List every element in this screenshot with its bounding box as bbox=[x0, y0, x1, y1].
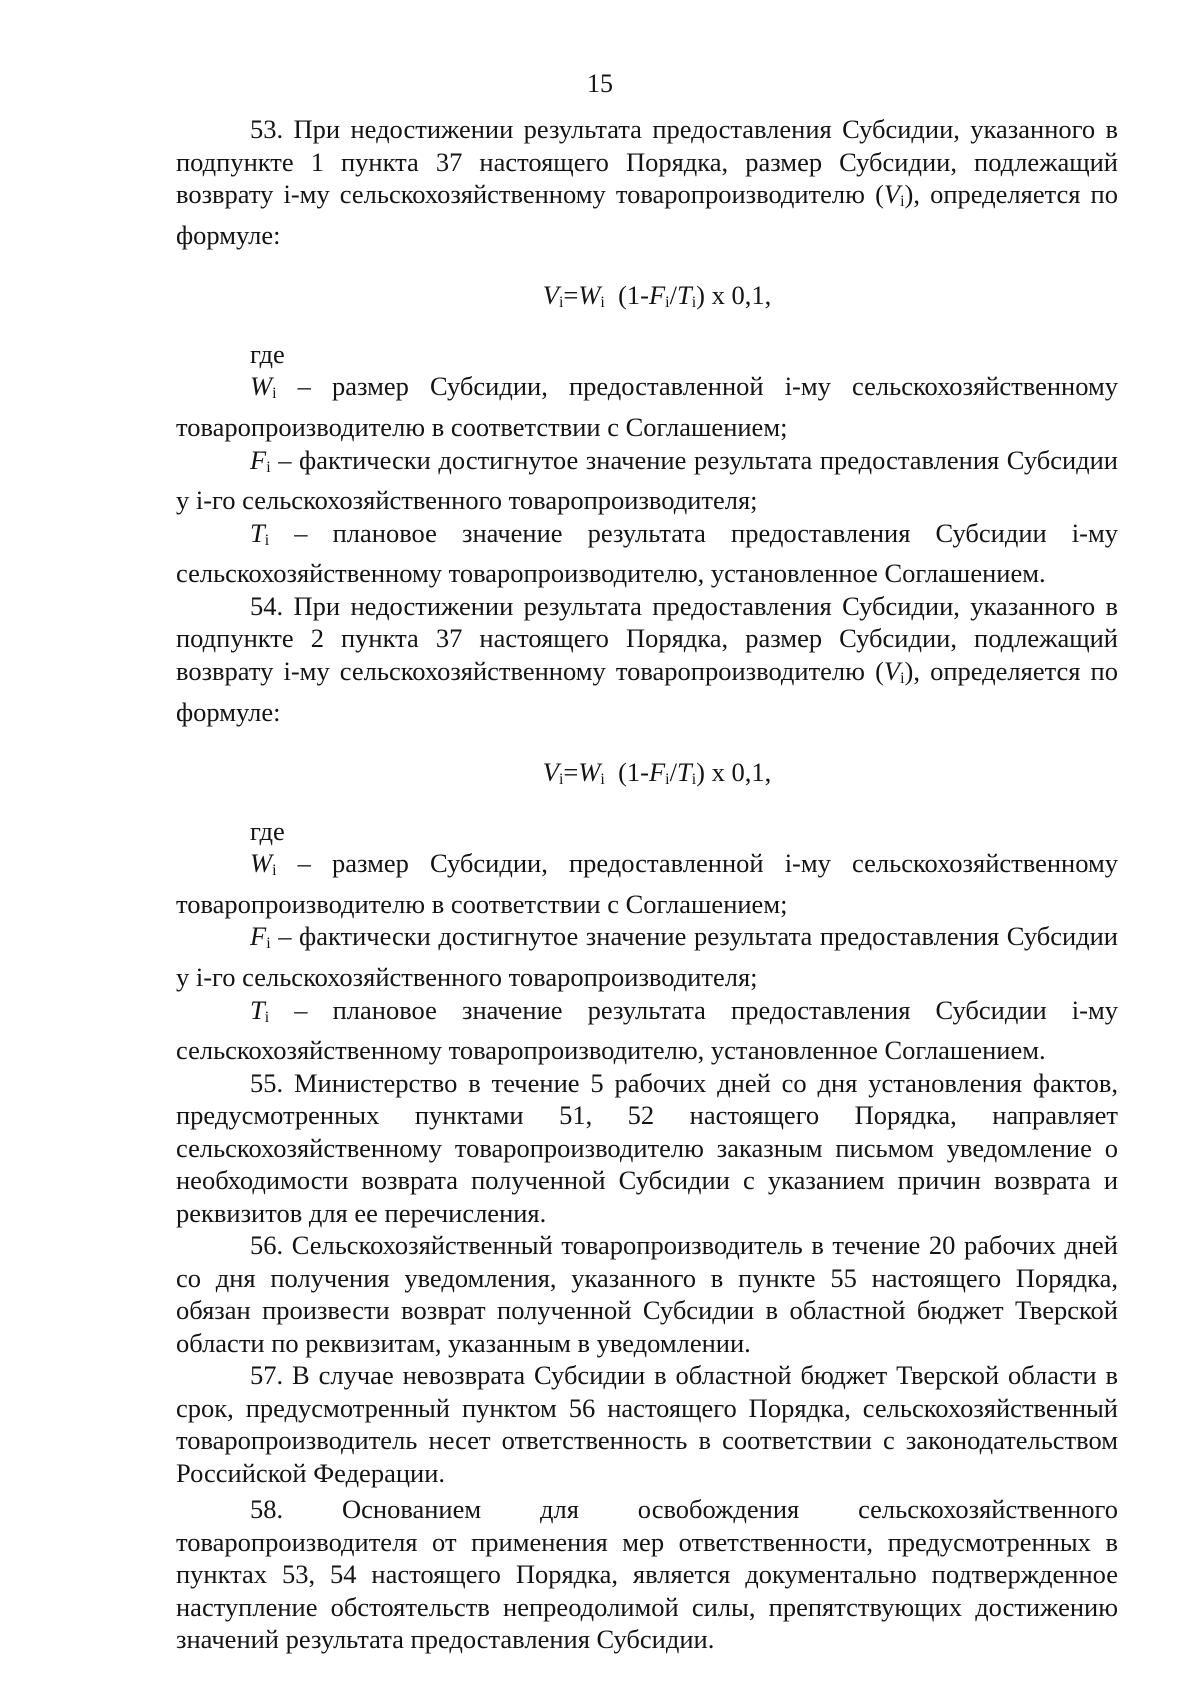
def-sub: i bbox=[272, 862, 277, 880]
formula-2 bbox=[176, 756, 1118, 797]
def-symbol-t: T bbox=[250, 994, 265, 1025]
formula-sub: i bbox=[600, 294, 605, 312]
subscript-i: i bbox=[900, 670, 905, 688]
formula-sub: i bbox=[558, 771, 564, 789]
formula-sub: i bbox=[600, 771, 605, 789]
formula-t: T bbox=[676, 757, 692, 788]
def-sub: i bbox=[266, 935, 271, 953]
paragraph-58: 58. Основанием для освобождения сельскохозяйственного товаропроизводителя от применения мер ответственности, предусмотренных в пунктах 53, 54 настоящего Порядка, является документально подтвержденное наступление обстоятельств непреодолимой силы, препятствующих достижению значений результата предоставления Субсидии. bbox=[176, 1494, 1118, 1655]
formula-v: V bbox=[542, 280, 559, 311]
formula-sub: i bbox=[665, 294, 670, 312]
def-symbol-w: W bbox=[250, 371, 273, 402]
definition-w bbox=[176, 370, 1118, 443]
formula-tail: ) x 0,1, bbox=[696, 757, 772, 788]
def-sub: i bbox=[272, 385, 277, 403]
formula-v: V bbox=[542, 757, 559, 788]
def-symbol-f: F bbox=[250, 921, 267, 952]
where-label: где bbox=[250, 815, 285, 846]
paragraph-54-text: 54. При недостижении результата предоставления Субсидии, указанного в подпункте 2 пункта 37 настоящего Порядка, размер Субсидии, подлежащий возврату i-му сельскохозяйственному товаропроизводителю ( bbox=[176, 590, 1118, 686]
paragraph-55: 55. Министерство в течение 5 рабочих дней со дня установления фактов, предусмотренных пунктами 51, 52 настоящего Порядка, направляет сельскохозяйственному товаропроизводителю заказным письмом уведомление о необходимости возврата полученной Субсидии с указанием причин возврата и реквизитов для ее перечисления. bbox=[176, 1067, 1118, 1228]
def-text-w: – размер Субсидии, предоставленной i-му сельскохозяйственному товаропроизводителю в соответствии с Соглашением; bbox=[176, 848, 1118, 919]
formula-eq: = bbox=[563, 280, 579, 311]
definition-f bbox=[176, 444, 1118, 517]
def-text-t: – плановое значение результата предоставления Субсидии i-му сельскохозяйственному товаропроизводителю, установленное Соглашением. bbox=[176, 517, 1118, 589]
formula-w: W bbox=[578, 280, 601, 311]
formula-f: F bbox=[648, 280, 666, 311]
paragraph-54 bbox=[176, 590, 1118, 728]
paragraph-57: 57. В случае невозврата Субсидии в областной бюджет Тверской области в срок, предусмотренный пунктом 56 настоящего Порядка, сельскохозяйственный товаропроизводитель несет ответственность в соответствии с законодательством Российской Федерации. bbox=[176, 1360, 1118, 1488]
formula-sub: i bbox=[691, 294, 697, 312]
def-text-w: – размер Субсидии, предоставленной i-му сельскохозяйственному товаропроизводителю в соответствии с Соглашением; bbox=[176, 371, 1118, 443]
definition-t bbox=[176, 994, 1118, 1067]
where-label: где bbox=[250, 338, 285, 369]
formula-t: T bbox=[676, 280, 692, 311]
page-number: 15 bbox=[587, 69, 613, 98]
subscript-i: i bbox=[900, 193, 905, 211]
def-sub: i bbox=[266, 458, 271, 476]
paragraph-56: 56. Сельскохозяйственный товаропроизводитель в течение 20 рабочих дней со дня получения уведомления, указанного в пункте 55 настоящего Порядка, обязан произвести возврат полученной Субсидии в областной бюджет Тверской области по реквизитам, указанным в уведомлении. bbox=[176, 1230, 1118, 1358]
document-body bbox=[176, 113, 1118, 1656]
formula-slash: / bbox=[669, 280, 677, 311]
paragraph-53 bbox=[176, 113, 1118, 251]
definition-w bbox=[176, 847, 1118, 920]
formula-open: (1- bbox=[604, 280, 649, 311]
formula-eq: = bbox=[563, 757, 579, 788]
formula-w: W bbox=[578, 757, 601, 788]
formula-sub: i bbox=[691, 771, 697, 789]
paragraph-54-tail: ), определяется по формуле: bbox=[176, 655, 1118, 727]
def-sub: i bbox=[264, 531, 270, 549]
formula-f: F bbox=[648, 757, 666, 788]
symbol-v: V bbox=[883, 179, 901, 209]
definition-t bbox=[176, 517, 1118, 590]
formula-sub: i bbox=[558, 294, 564, 312]
def-sub: i bbox=[264, 1008, 270, 1026]
paragraph-53-text: 53. При недостижении результата предоставления Субсидии, указанного в подпункте 1 пункта 37 настоящего Порядка, размер Субсидии, подлежащий возврату i-му сельскохозяйственному товаропроизводителю ( bbox=[176, 114, 1118, 209]
def-text-f: – фактически достигнутое значение результата предоставления Субсидии у i-го сельскохозяйственного товаропроизводителя; bbox=[176, 444, 1118, 516]
definition-f bbox=[176, 920, 1118, 993]
formula-open: (1- bbox=[604, 757, 649, 788]
formula-1 bbox=[176, 279, 1118, 320]
formula-slash: / bbox=[669, 757, 677, 788]
symbol-v: V bbox=[883, 655, 901, 686]
def-symbol-f: F bbox=[250, 444, 267, 475]
paragraph-53-tail: ), определяется по формуле: bbox=[176, 179, 1118, 250]
def-symbol-t: T bbox=[250, 517, 265, 548]
def-text-t: – плановое значение результата предоставления Субсидии i-му сельскохозяйственному товаропроизводителю, установленное Соглашением. bbox=[176, 994, 1118, 1066]
formula-sub: i bbox=[665, 771, 670, 789]
def-text-f: – фактически достигнутое значение результата предоставления Субсидии у i-го сельскохозяйственного товаропроизводителя; bbox=[176, 921, 1118, 993]
def-symbol-w: W bbox=[250, 848, 273, 879]
formula-tail: ) x 0,1, bbox=[696, 280, 772, 311]
